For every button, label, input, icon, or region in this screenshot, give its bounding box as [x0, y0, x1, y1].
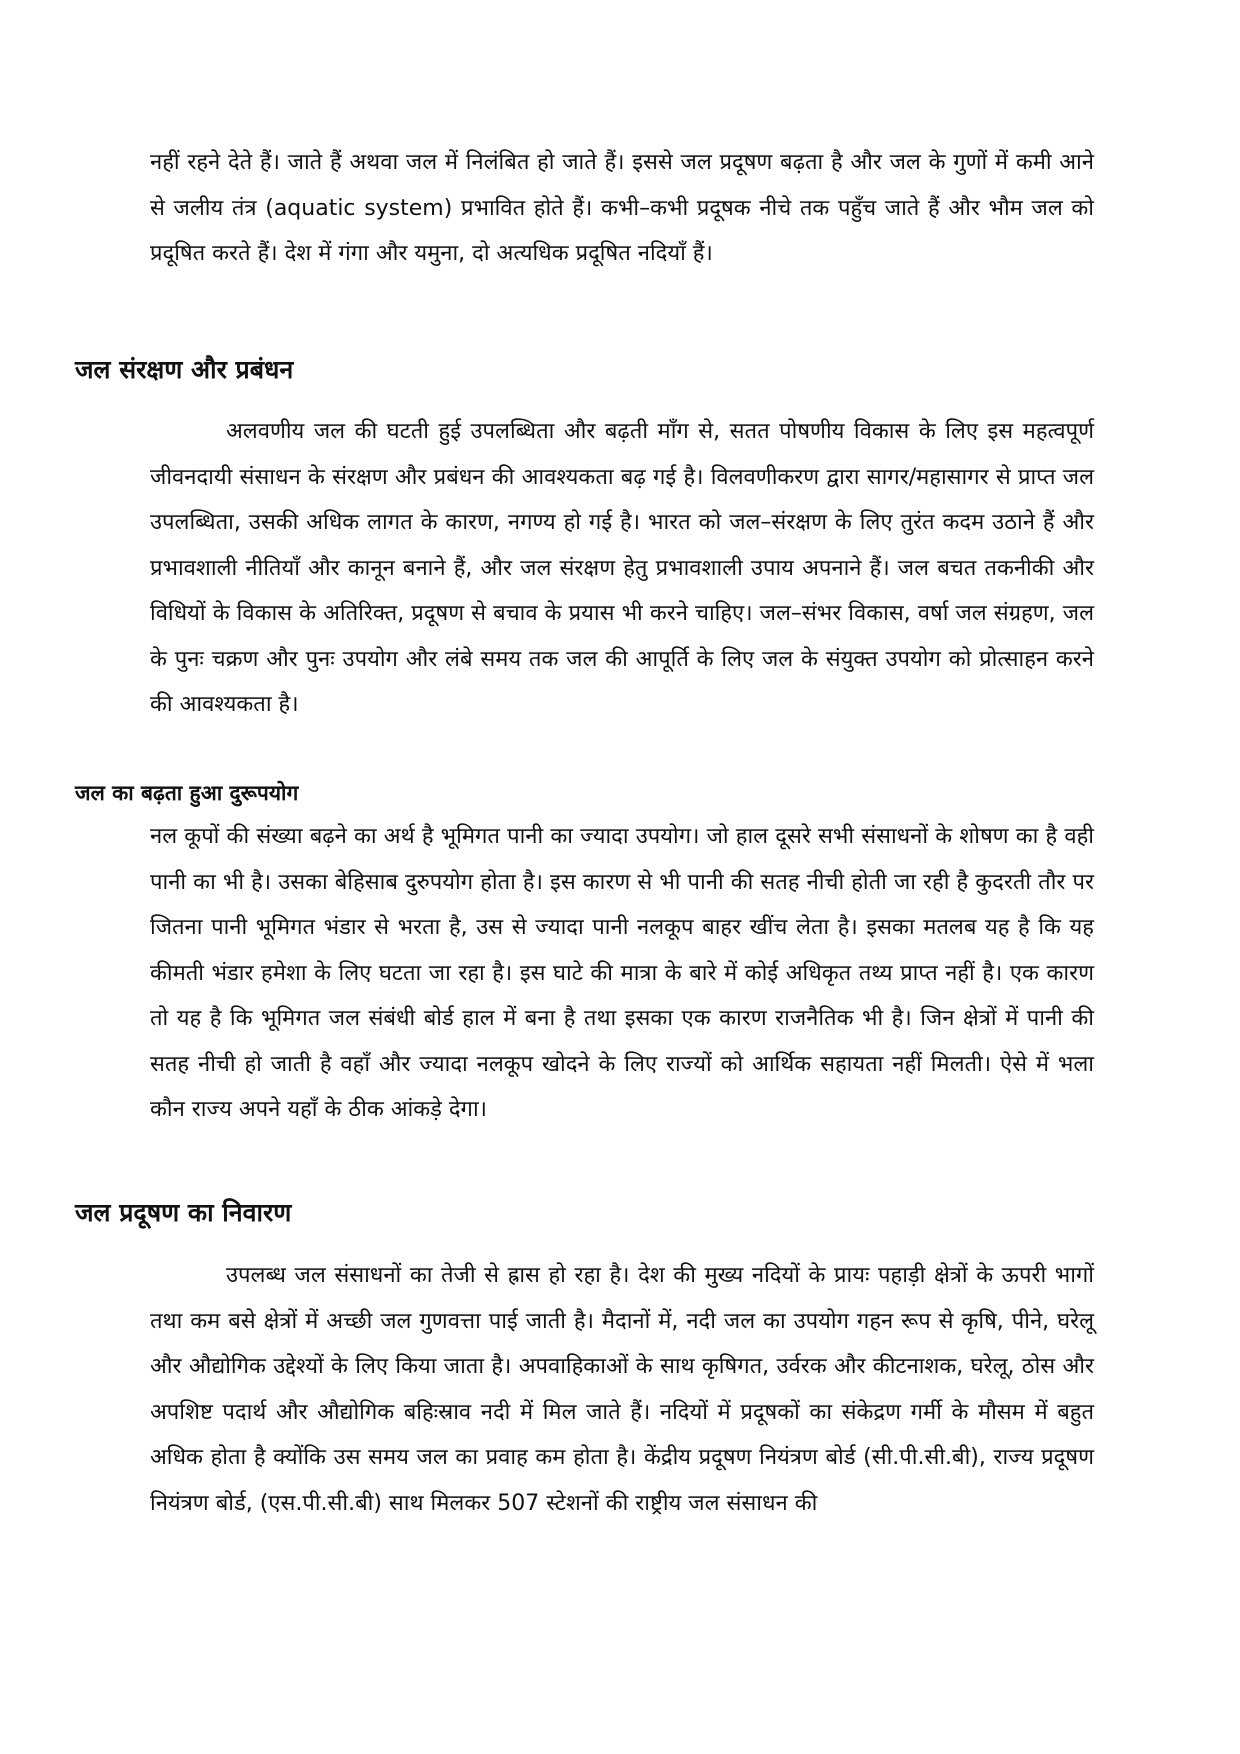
heading-water-conservation-management: जल संरक्षण और प्रबंधन	[75, 355, 294, 384]
heading-water-pollution-prevention: जल प्रदूषण का निवारण	[75, 1198, 292, 1227]
paragraph-water-pollution-prevention: उपलब्ध जल संसाधनों का तेजी से ह्रास हो रहा है। देश की मुख्य नदियों के प्रायः पहाड़ी क्षेत्रों के ऊपरी भागों तथा कम बसे क्षेत्रों में अच्छी जल गुणवत्ता पाई जाती है। मैदानों में, नदी जल का उपयोग गहन रूप से कृषि, पीने, घरेलू और औद्योगिक उद्देश्यों के लिए किया जाता है। अपवाहिकाओं के साथ कृषिगत, उर्वरक और कीटनाशक, घरेलू, ठोस और अपशिष्ट पदार्थ और औद्योगिक बहिःस्राव नदी में मिल जाते हैं। नदियों में प्रदूषकों का संकेद्रण गर्मी के मौसम में बहुत अधिक होता है क्योंकि उस समय जल का प्रवाह कम होता है। केंद्रीय प्रदूषण नियंत्रण बोर्ड (सी.पी.सी.बी), राज्य प्रदूषण नियंत्रण बोर्ड, (एस.पी.सी.बी) साथ मिलकर 507 स्टेशनों की राष्ट्रीय जल संसाधन की	[150, 1263, 1094, 1516]
heading-water-misuse: जल का बढ़ता हुआ दुरूपयोग	[75, 781, 299, 805]
paragraph-water-misuse: नल कूपों की संख्या बढ़ने का अर्थ है भूमिगत पानी का ज्यादा उपयोग। जो हाल दूसरे सभी संसाधनों के शोषण का है वही पानी का भी है। उसका बेहिसाब दुरुपयोग होता है। इस कारण से भी पानी की सतह नीची होती जा रही है कुदरती तौर पर जितना पानी भूमिगत भंडार से भरता है, उस से ज्यादा पानी नलकूप बाहर खींच लेता है। इसका मतलब यह है कि यह कीमती भंडार हमेशा के लिए घटता जा रहा है। इस घाटे की मात्रा के बारे में कोई अधिकृत तथ्य प्राप्त नहीं है। एक कारण तो यह है कि भूमिगत जल संबंधी बोर्ड हाल में बना है तथा इसका एक कारण राजनैतिक भी है। जिन क्षेत्रों में पानी की सतह नीची हो जाती है वहाँ और ज्यादा नलकूप खोदने के लिए राज्यों को आर्थिक सहायता नहीं मिलती। ऐसे में भला कौन राज्य अपने यहाँ के ठीक आंकड़े देगा।	[150, 824, 1094, 1122]
paragraph-water-conservation: अलवणीय जल की घटती हुई उपलब्धिता और बढ़ती माँग से, सतत पोषणीय विकास के लिए इस महत्वपूर्ण जीवनदायी संसाधन के संरक्षण और प्रबंधन की आवश्यकता बढ़ गई है। विलवणीकरण द्वारा सागर/महासागर से प्राप्त जल उपलब्धिता, उसकी अधिक लागत के कारण, नगण्य हो गई है। भारत को जल–संरक्षण के लिए तुरंत कदम उठाने हैं और प्रभावशाली नीतियाँ और कानून बनाने हैं, और जल संरक्षण हेतु प्रभावशाली उपाय अपनाने हैं। जल बचत तकनीकी और विधियों के विकास के अतिरिक्त, प्रदूषण से बचाव के प्रयास भी करने चाहिए। जल–संभर विकास, वर्षा जल संग्रहण, जल के पुनः चक्रण और पुनः उपयोग और लंबे समय तक जल की आपूर्ति के लिए जल के संयुक्त उपयोग को प्रोत्साहन करने की आवश्यकता है।	[150, 419, 1094, 717]
paragraph-water-pollution-continued: नहीं रहने देते हैं। जाते हैं अथवा जल में निलंबित हो जाते हैं। इससे जल प्रदूषण बढ़ता है और जल के गुणों में कमी आने से जलीय तंत्र (aquatic system) प्रभावित होते हैं। कभी–कभी प्रदूषक नीचे तक पहुँच जाते हैं और भौम जल को प्रदूषित करते हैं। देश में गंगा और यमुना, दो अत्यधिक प्रदूषित नदियाँ हैं।	[150, 150, 1094, 266]
